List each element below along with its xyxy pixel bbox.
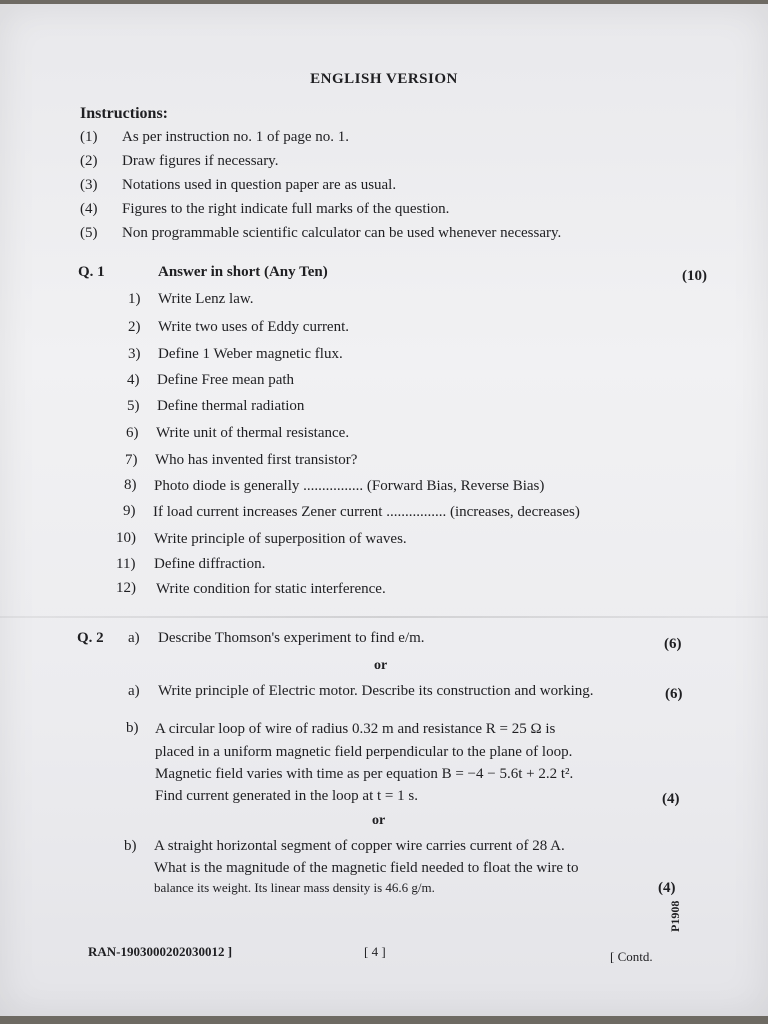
page-title: ENGLISH VERSION <box>310 71 458 87</box>
instruction-num: (4) <box>80 201 98 217</box>
q2-part-num: a) <box>128 630 140 646</box>
q2-part-line: Find current generated in the loop at t = 1 s. <box>155 788 418 804</box>
q1-item-text: Define thermal radiation <box>157 398 305 414</box>
q1-item-num: 4) <box>127 372 140 388</box>
instruction-text: Figures to the right indicate full marks of the question. <box>122 201 450 217</box>
question-1-marks: (10) <box>682 268 707 284</box>
q1-item-text: If load current increases Zener current ................ (increases, decreases) <box>153 504 580 520</box>
q2-part-num: a) <box>128 683 140 699</box>
instruction-text: Draw figures if necessary. <box>122 153 279 169</box>
q1-item-num: 7) <box>125 452 138 468</box>
q1-item-num: 12) <box>116 580 136 596</box>
q1-item-text: Photo diode is generally ................ (Forward Bias, Reverse Bias) <box>154 478 545 494</box>
q2-part-marks: (4) <box>662 791 680 807</box>
q2-part-line: A straight horizontal segment of copper wire carries current of 28 A. <box>154 838 565 854</box>
q1-item-num: 2) <box>128 319 141 335</box>
q2-part-num: b) <box>124 838 137 854</box>
vertical-paper-code: P1908 <box>668 900 682 932</box>
q1-item-num: 10) <box>116 530 136 546</box>
q2-part-line: Magnetic field varies with time as per equation B = −4 − 5.6t + 2.2 t². <box>155 766 574 782</box>
instruction-text: As per instruction no. 1 of page no. 1. <box>122 129 350 145</box>
q2-part-marks: (4) <box>658 880 676 896</box>
paper-code: RAN-1903000202030012 ] <box>88 944 233 959</box>
q2-part-line: What is the magnitude of the magnetic field needed to float the wire to <box>154 860 579 876</box>
q1-item-num: 1) <box>128 291 141 307</box>
q2-part-text: Describe Thomson's experiment to find e/m. <box>158 630 425 646</box>
question-2-label: Q. 2 <box>77 630 104 646</box>
q1-item-text: Who has invented first transistor? <box>155 452 358 468</box>
q2-part-text: Write principle of Electric motor. Describe its construction and working. <box>158 683 594 699</box>
q1-item-text: Define diffraction. <box>154 556 266 572</box>
instruction-text: Notations used in question paper are as usual. <box>122 177 397 193</box>
q1-item-num: 9) <box>123 503 136 519</box>
q2-part-line: A circular loop of wire of radius 0.32 m and resistance R = 25 Ω is <box>155 721 556 737</box>
q1-item-text: Define Free mean path <box>157 372 295 388</box>
instruction-num: (2) <box>80 153 98 169</box>
instruction-num: (3) <box>80 177 98 193</box>
q1-item-text: Write principle of superposition of waves. <box>154 531 407 547</box>
q2-part-line: placed in a uniform magnetic field perpendicular to the plane of loop. <box>155 744 573 760</box>
q1-item-text: Write unit of thermal resistance. <box>156 425 350 441</box>
instruction-num: (1) <box>80 129 98 145</box>
q1-item-num: 6) <box>126 425 139 441</box>
q1-item-text: Write two uses of Eddy current. <box>158 319 350 335</box>
q1-item-text: Write Lenz law. <box>158 291 254 307</box>
q1-item-text: Define 1 Weber magnetic flux. <box>158 346 343 362</box>
q1-item-num: 3) <box>128 346 141 362</box>
q1-item-num: 8) <box>124 477 137 493</box>
q1-item-num: 5) <box>127 398 140 414</box>
or-separator: or <box>372 813 386 828</box>
instruction-text: Non programmable scientific calculator can be used whenever necessary. <box>122 225 562 241</box>
instruction-num: (5) <box>80 225 98 241</box>
paper-fold-line <box>0 616 768 618</box>
q2-part-marks: (6) <box>664 636 682 652</box>
q1-item-text: Write condition for static interference. <box>156 581 386 597</box>
exam-paper-sheet <box>0 4 768 1016</box>
q1-item-num: 11) <box>116 556 136 572</box>
q2-part-line: balance its weight. Its linear mass density is 46.6 g/m. <box>154 880 435 895</box>
q2-part-marks: (6) <box>665 686 683 702</box>
instructions-heading: Instructions: <box>80 105 169 122</box>
page-number: [ 4 ] <box>364 944 386 959</box>
q2-part-num: b) <box>126 720 139 736</box>
question-1-heading: Answer in short (Any Ten) <box>158 264 328 280</box>
or-separator: or <box>374 658 388 673</box>
question-1-label: Q. 1 <box>78 264 105 280</box>
continued-label: [ Contd. <box>610 949 653 964</box>
